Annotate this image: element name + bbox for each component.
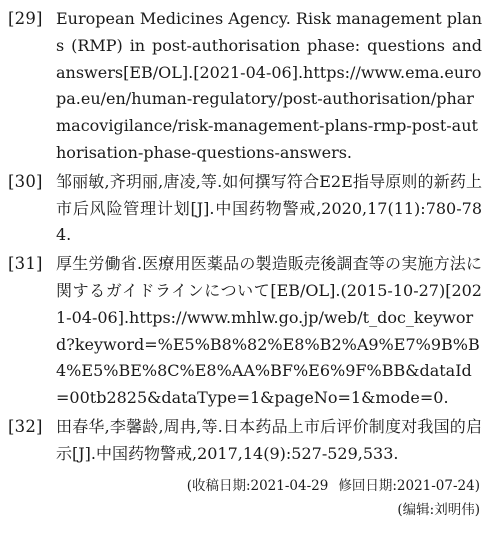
reference-item-29: [8, 6, 482, 167]
editor-line: [8, 498, 482, 522]
reference-text: 田春华,李馨龄,周冉,等.日本药品上市后评价制度对我国的启示[J].中国药物警戒,2017,14(9):527-529,533.: [56, 416, 482, 463]
reference-text: 厚生労働省.医療用医薬品の製造販売後調査等の実施方法に関するガイドラインについて[EB/OL].(2015-10-27)[2021-04-06].https://www.mhlw.go.jp/web/t_doc_keyword?keyword=%E5%B8%82%E8%B2%A9%E7%9B%B4%E5%BE%8C%E8%AA%BF%E6%9F%BB&dataId=00tb2825&dataType=1&pageNo=1&mode=0.: [56, 254, 482, 408]
reference-number: [29]: [8, 9, 43, 28]
editor-name: (编辑:刘明伟): [397, 501, 480, 518]
reference-text: European Medicines Agency. Risk management plans (RMP) in post-authorisation phase: questions and answers[EB/OL].[2021-04-06].https://www.ema.europa.eu/en/human-regulatory/post-authorisation/pharmacovigilance/risk-management-plans-rmp-post-authorisation-phase-questions-answers.: [56, 9, 482, 162]
reference-number: [30]: [8, 171, 43, 191]
reference-number: [31]: [8, 254, 43, 274]
reference-item-32: [8, 414, 482, 468]
reference-item-30: [8, 169, 482, 249]
received-date: (收稿日期:2021-04-29: [186, 477, 329, 494]
reference-item-31: [8, 251, 482, 412]
dates-line: [8, 474, 482, 498]
revised-date: 修回日期:2021-07-24): [338, 477, 480, 494]
reference-number: [32]: [8, 416, 43, 436]
reference-text: 邹丽敏,齐玥丽,唐凌,等.如何撰写符合E2E指导原则的新药上市后风险管理计划[J].中国药物警戒,2020,17(11):780-784.: [56, 171, 482, 245]
